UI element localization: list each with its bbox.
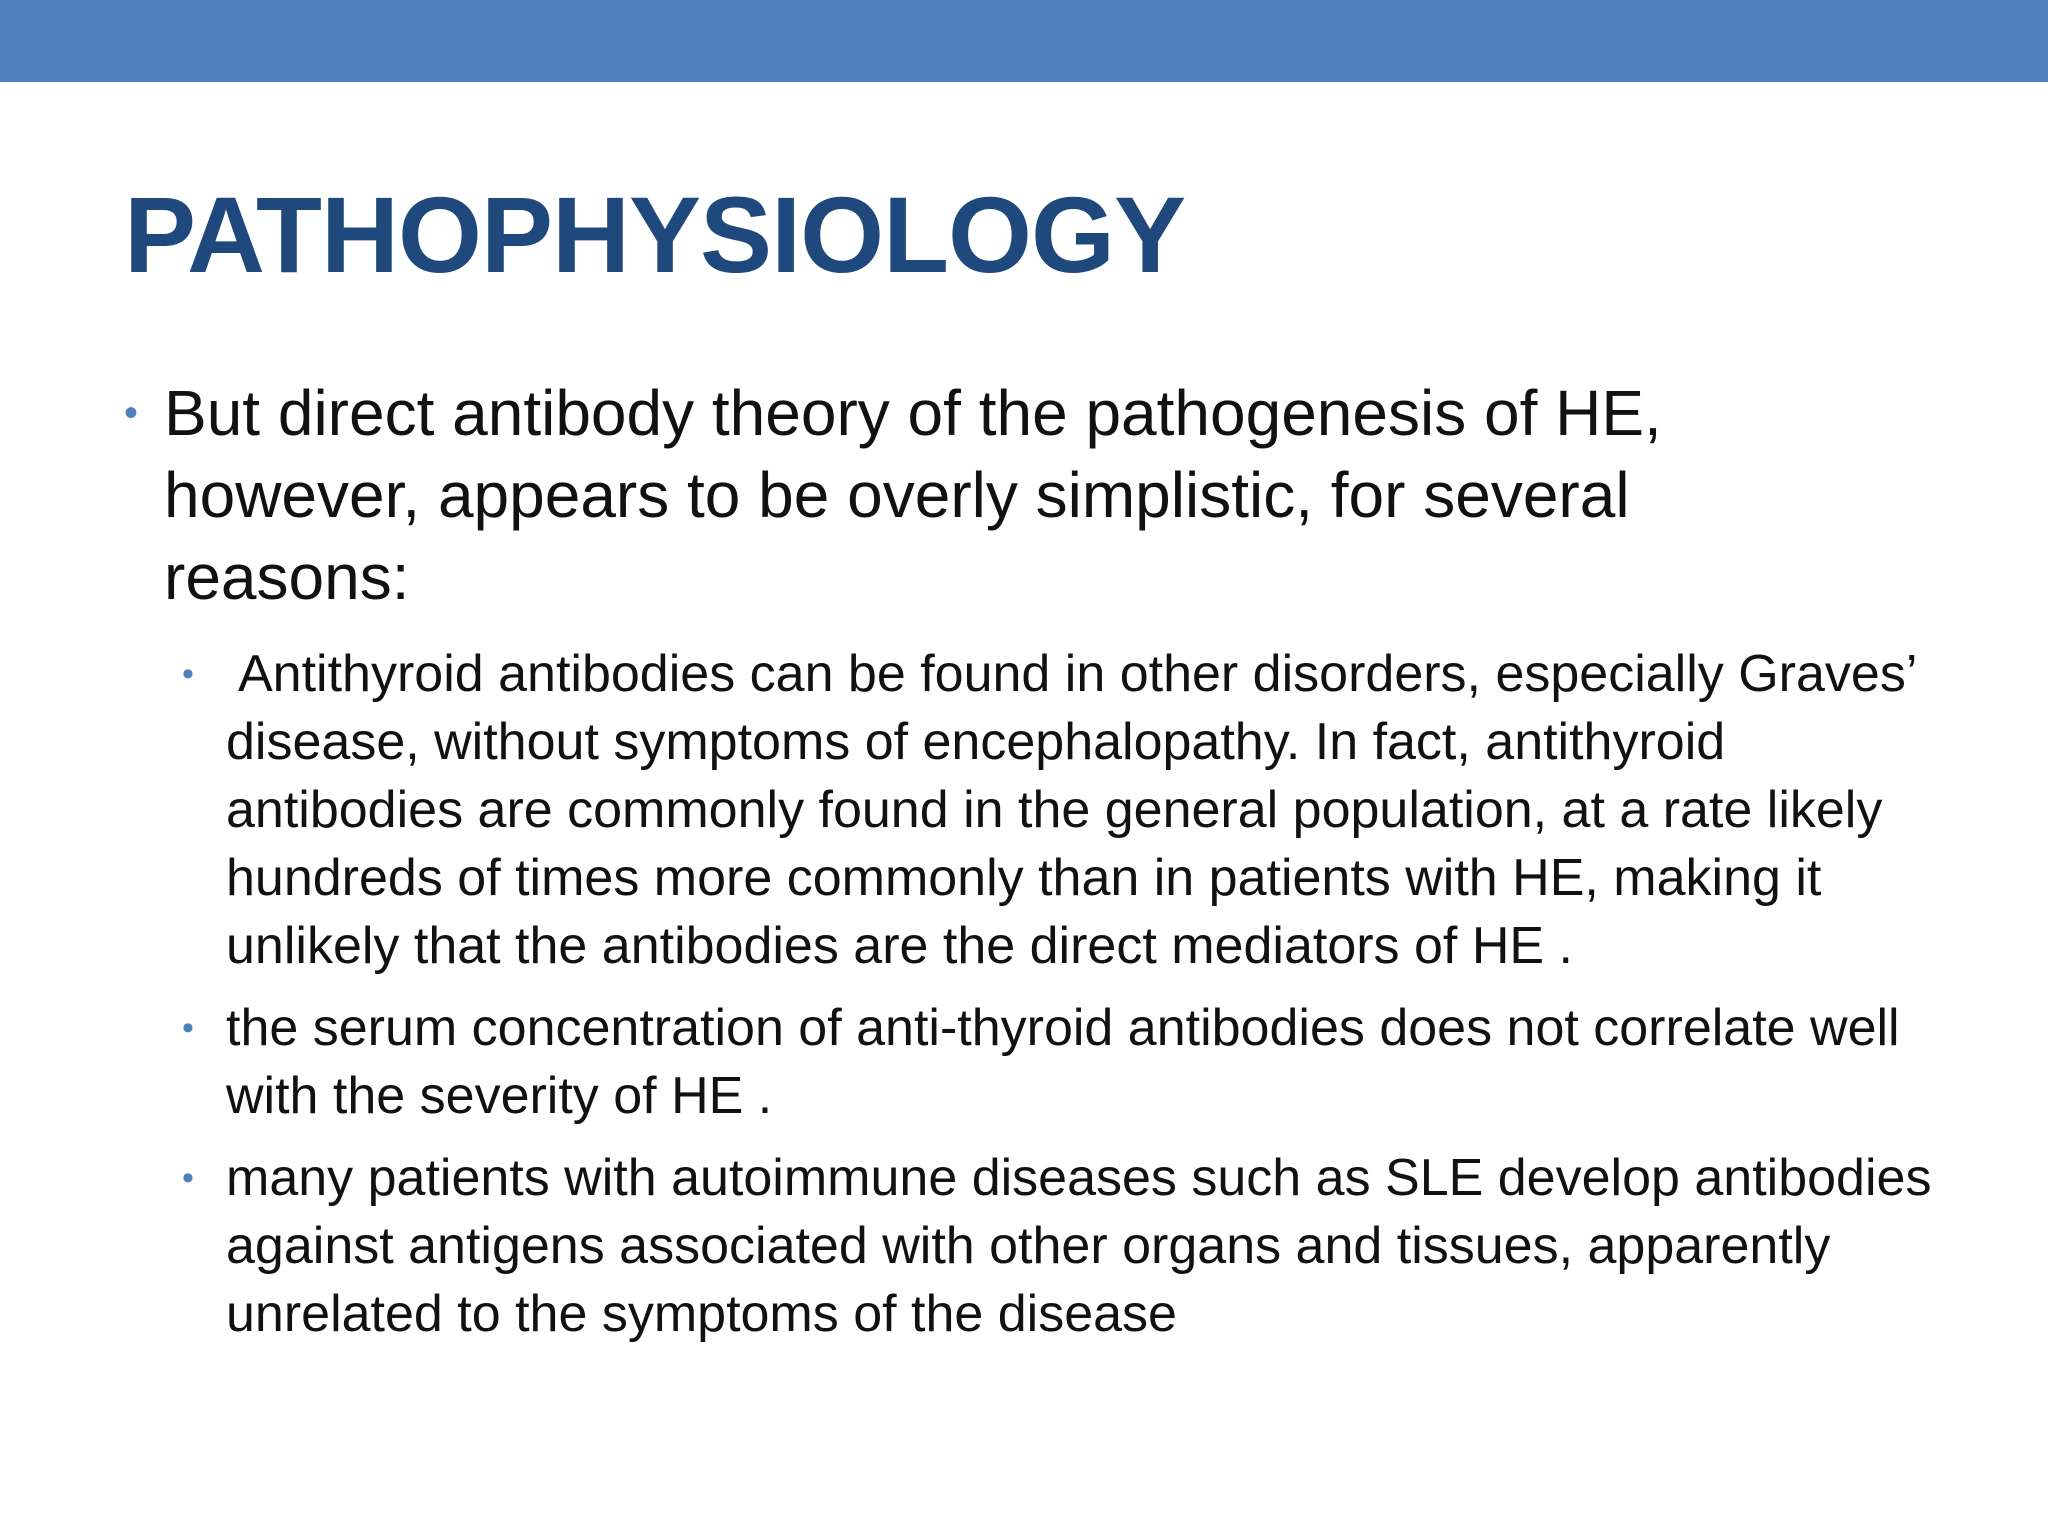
header-accent-bar [0,0,2048,82]
sub-bullet-item [182,994,1966,1130]
main-bullet-item [120,372,1864,618]
sub-bullet-list [120,640,1932,1348]
sub-bullet-text: Antithyroid antibodies can be found in other disorders, especially Graves’ disease, without symptoms of encephalopathy. In fact, antithyroid antibodies are commonly found in the general population, at a rate likely hundreds of times more commonly than in patients with HE, making it unlikely that the antibodies are the direct mediators of HE . [226,645,1916,975]
bullet-icon: • [182,655,194,693]
bullet-icon: • [124,391,139,435]
slide-title: PATHOPHYSIOLOGY [124,174,1186,295]
sub-bullet-item [182,1144,1966,1348]
sub-bullet-text: the serum concentration of anti-thyroid antibodies does not correlate well with the severity of HE . [226,999,1900,1125]
bullet-icon: • [182,1159,194,1197]
sub-bullet-text: many patients with autoimmune diseases such as SLE develop antibodies against antigens associated with other organs and tissues, apparently unrelated to the symptoms of the disease [226,1149,1932,1343]
main-bullet-text: But direct antibody theory of the pathogenesis of HE, however, appears to be overly simplistic, for several reasons: [164,377,1662,613]
sub-bullet-item [182,640,1966,980]
slide-body [120,372,1932,1362]
bullet-icon: • [182,1009,194,1047]
